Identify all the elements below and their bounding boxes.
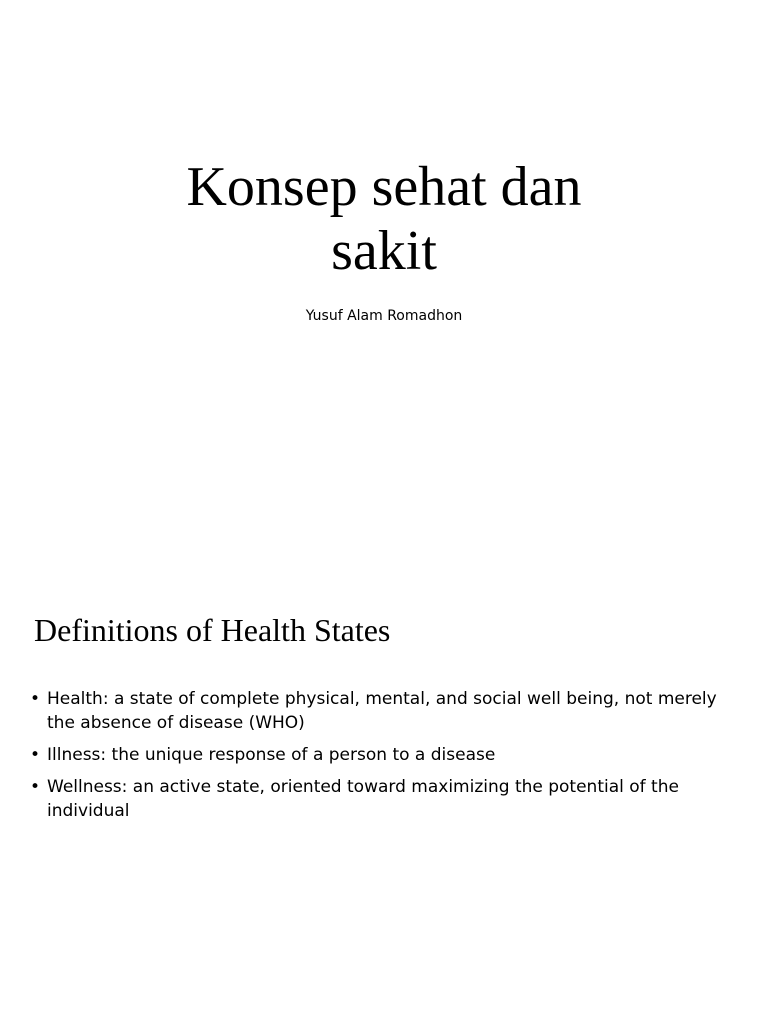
- bullet-icon: •: [30, 745, 41, 765]
- slide-title: [0, 155, 768, 283]
- bullet-text: Health: a state of complete physical, mental, and social well being, not merely the absence of disease (WHO): [47, 689, 717, 733]
- bullet-item-wellness: [30, 775, 730, 823]
- bullet-icon: •: [30, 777, 41, 797]
- title-slide: [0, 77, 768, 509]
- definitions-slide: [0, 509, 768, 941]
- bullet-text: Illness: the unique response of a person to a disease: [47, 745, 496, 765]
- slide-title-line: sakit: [331, 220, 437, 282]
- bullet-text: Wellness: an active state, oriented toward maximizing the potential of the individual: [47, 777, 679, 821]
- bullet-item-health: [30, 687, 730, 735]
- slide-title-line: Konsep sehat dan: [186, 156, 582, 218]
- bullet-list: [30, 687, 730, 831]
- author-subtitle: Yusuf Alam Romadhon: [305, 308, 463, 324]
- bullet-item-illness: [30, 743, 730, 767]
- section-title: Definitions of Health States: [34, 612, 391, 648]
- bullet-icon: •: [30, 689, 41, 709]
